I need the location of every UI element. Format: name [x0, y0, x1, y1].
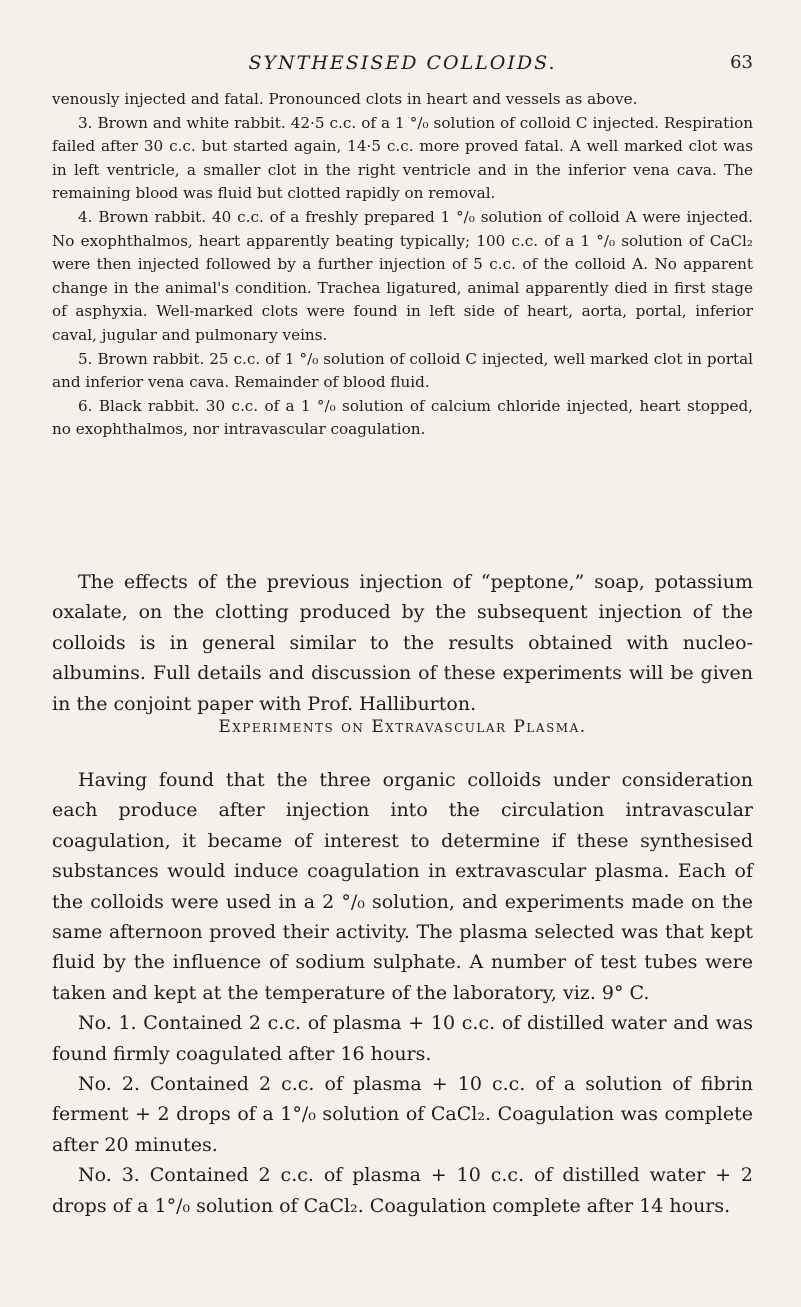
experiment-notes: [52, 88, 753, 442]
summary-block: [52, 567, 753, 719]
paragraph-experiment-5: 5. Brown rabbit. 25 c.c. of 1 °/₀ solution of colloid C injected, well marked clot in portal and inferior vena cava. Remainder of blood fluid.: [52, 349, 753, 392]
paragraph-tube-2: No. 2. Contained 2 c.c. of plasma + 10 c.c. of a solution of fibrin ferment + 2 drops of a 1°/₀ solution of CaCl₂. Coagulation was complete after 20 minutes.: [52, 1073, 753, 1156]
page-number: 63: [730, 52, 753, 73]
paragraph-experiment-4: 4. Brown rabbit. 40 c.c. of a freshly prepared 1 °/₀ solution of colloid A were injected. No exophthalmos, heart apparently beating typically; 100 c.c. of a 1 °/₀ solution of CaCl₂ were then injected followed by a further injection of 5 c.c. of the colloid A. No apparent change in the animal's condition. Trachea ligatured, animal apparently died in first stage of asphyxia. Well-marked clots were found in left side of heart, aorta, portal, inferior caval, jugular and pulmonary veins.: [52, 207, 753, 344]
paragraph-continued: venously injected and fatal. Pronounced clots in heart and vessels as above.: [52, 90, 638, 108]
running-header: [52, 52, 753, 76]
paragraph-experiment-3: 3. Brown and white rabbit. 42·5 c.c. of a 1 °/₀ solution of colloid C injected. Respiration failed after 30 c.c. but started again, 14·5 c.c. more proved fatal. A well marked clot was in left ventricle, a smaller clot in the right ventricle and in the inferior vena cava. The remaining blood was fluid but clotted rapidly on removal.: [52, 113, 753, 203]
paragraph-tube-1: No. 1. Contained 2 c.c. of plasma + 10 c.c. of distilled water and was found firmly coagulated after 16 hours.: [52, 1012, 753, 1065]
paragraph-tube-3: No. 3. Contained 2 c.c. of plasma + 10 c.c. of distilled water + 2 drops of a 1°/₀ solution of CaCl₂. Coagulation complete after 14 hours.: [52, 1164, 753, 1217]
section-heading: Experiments on Extravascular Plasma.: [218, 717, 587, 737]
extravascular-section: [52, 765, 753, 1221]
paragraph-experiment-6: 6. Black rabbit. 30 c.c. of a 1 °/₀ solution of calcium chloride injected, heart stopped, no exophthalmos, nor intravascular coagulation.: [52, 396, 753, 439]
running-title: SYNTHESISED COLLOIDS.: [248, 52, 557, 74]
paragraph-intro: Having found that the three organic colloids under consideration each produce after injection into the circulation intravascular coagulation, it became of interest to determine if these synthesised substances would induce coagulation in extravascular plasma. Each of the colloids were used in a 2 °/₀ solution, and experiments made on the same afternoon proved their activity. The plasma selected was that kept fluid by the influence of sodium sulphate. A number of test tubes were taken and kept at the temperature of the laboratory, viz. 9° C.: [52, 769, 753, 1004]
summary-paragraph: The effects of the previous injection of “peptone,” soap, potassium oxalate, on the clotting produced by the subsequent injection of the colloids is in general similar to the results obtained with nucleo-albumins. Full details and discussion of these experiments will be given in the conjoint paper with Prof. Halliburton.: [52, 571, 753, 715]
